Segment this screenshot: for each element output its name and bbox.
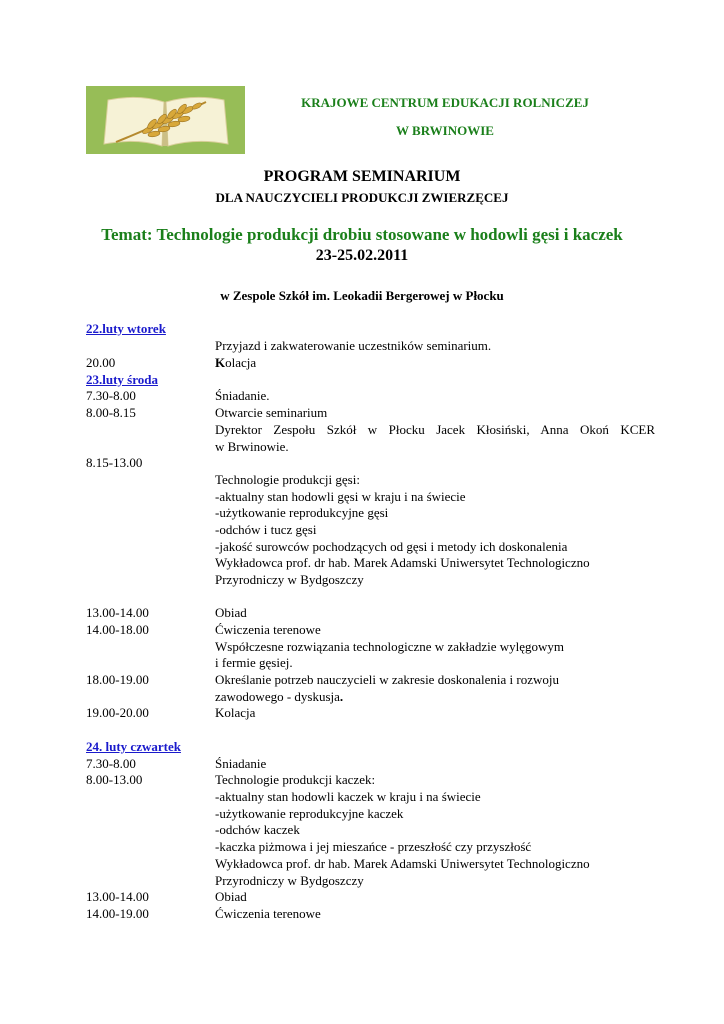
schedule-description: [215, 689, 343, 705]
supper-initial: K: [215, 355, 226, 370]
day-heading-thursday[interactable]: 24. luty czwartek: [86, 739, 181, 754]
schedule-time: 19.00-20.00: [86, 705, 149, 720]
schedule-time: 8.15-13.00: [86, 455, 143, 470]
schedule-description: Ćwiczenia terenowe: [215, 906, 321, 921]
schedule-description: -odchów i tucz gęsi: [215, 522, 317, 537]
seminar-venue: w Zespole Szkół im. Leokadii Bergerowej w Płocku: [220, 288, 504, 303]
schedule-description: Przyjazd i zakwaterowanie uczestników seminarium.: [215, 338, 492, 353]
schedule-time: 14.00-18.00: [86, 622, 149, 637]
supper-rest: olacja: [225, 355, 257, 370]
schedule-description: Przyrodniczy w Bydgoszczy: [215, 572, 364, 587]
schedule-time: 20.00: [86, 355, 116, 370]
schedule-description: Otwarcie seminarium: [215, 405, 328, 420]
schedule-description: -aktualny stan hodowli kaczek w kraju i na świecie: [215, 789, 481, 804]
schedule-time: 18.00-19.00: [86, 672, 149, 687]
seminar-dates: 23-25.02.2011: [315, 247, 409, 264]
discussion-text: zawodowego - dyskusja: [215, 689, 340, 704]
schedule-description: Ćwiczenia terenowe: [215, 622, 321, 637]
schedule-description: i fermie gęsiej.: [215, 655, 293, 670]
schedule-description: -użytkowanie reprodukcyjne kaczek: [215, 806, 404, 821]
schedule-time: 8.00-8.15: [86, 405, 136, 420]
day-heading-tuesday[interactable]: 22.luty wtorek: [86, 321, 166, 336]
schedule-time: 14.00-19.00: [86, 906, 149, 921]
schedule-description: [215, 355, 256, 371]
schedule-description: Współczesne rozwiązania technologiczne w zakładzie wylęgowym: [215, 639, 565, 654]
schedule-description: Wykładowca prof. dr hab. Marek Adamski Uniwersytet Technologiczno: [215, 555, 590, 570]
schedule-description: Wykładowca prof. dr hab. Marek Adamski Uniwersytet Technologiczno: [215, 856, 590, 871]
schedule-description: Przyrodniczy w Bydgoszczy: [215, 873, 364, 888]
schedule-time: 13.00-14.00: [86, 889, 149, 904]
discussion-period: .: [339, 689, 344, 704]
schedule-description: Śniadanie.: [215, 388, 270, 403]
schedule-description: Technologie produkcji kaczek:: [215, 772, 376, 787]
document-title: PROGRAM SEMINARIUM: [263, 168, 461, 185]
schedule-description: -jakość surowców pochodzących od gęsi i metody ich doskonalenia: [215, 539, 568, 554]
organization-name: KRAJOWE CENTRUM EDUKACJI ROLNICZEJ: [301, 95, 589, 110]
schedule-description: -aktualny stan hodowli gęsi w kraju i na świecie: [215, 489, 466, 504]
seminar-topic: Temat: Technologie produkcji drobiu stosowane w hodowli gęsi i kaczek: [101, 225, 623, 244]
schedule-time: 7.30-8.00: [86, 388, 136, 403]
document-subtitle: DLA NAUCZYCIELI PRODUKCJI ZWIERZĘCEJ: [215, 190, 509, 205]
schedule-description: Obiad: [215, 889, 247, 904]
schedule-time: 8.00-13.00: [86, 772, 143, 787]
schedule-description: Kolacja: [215, 705, 256, 720]
schedule-description: Śniadanie: [215, 756, 267, 771]
schedule-description: Technologie produkcji gęsi:: [215, 472, 360, 487]
schedule-description: Dyrektor Zespołu Szkół w Płocku Jacek Kłosiński, Anna Okoń KCER: [215, 422, 655, 437]
kcer-logo-image: [86, 86, 245, 154]
schedule-description: -kaczka piżmowa i jej mieszańce - przeszłość czy przyszłość: [215, 839, 532, 854]
schedule-description: Określanie potrzeb nauczycieli w zakresie doskonalenia i rozwoju: [215, 672, 559, 687]
schedule-description: -odchów kaczek: [215, 822, 300, 837]
schedule-description: -użytkowanie reprodukcyjne gęsi: [215, 505, 389, 520]
schedule-description: Obiad: [215, 605, 247, 620]
schedule-time: 13.00-14.00: [86, 605, 149, 620]
organization-location: W BRWINOWIE: [396, 123, 494, 138]
schedule-time: 7.30-8.00: [86, 756, 136, 771]
schedule-description: w Brwinowie.: [215, 439, 289, 454]
day-heading-wednesday[interactable]: 23.luty środa: [86, 372, 158, 387]
